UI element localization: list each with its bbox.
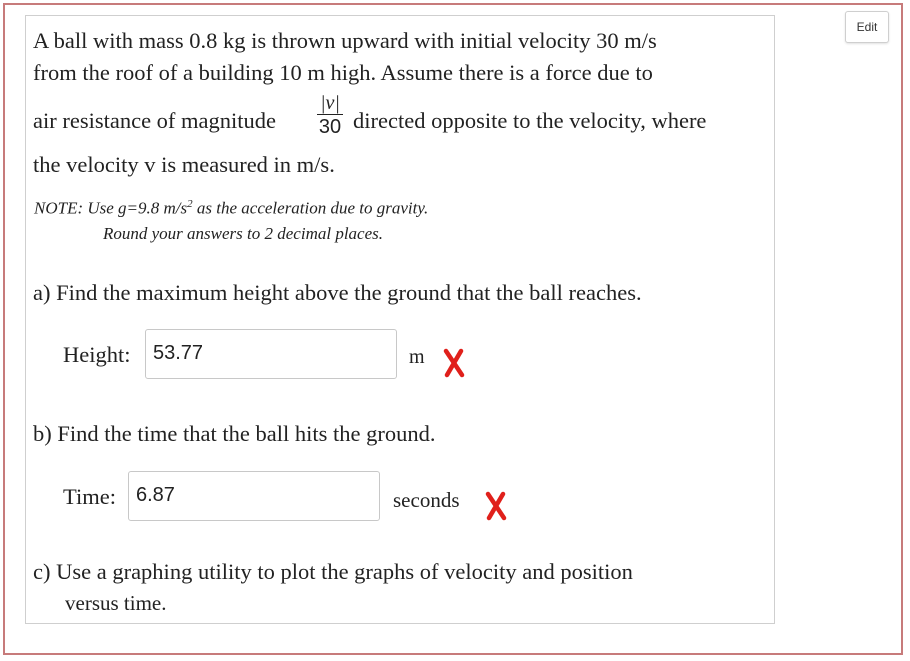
part-b-question: b) Find the time that the ball hits the ground. xyxy=(33,421,436,446)
fraction-numerator: |v| xyxy=(320,92,340,114)
height-unit: m xyxy=(409,346,425,368)
incorrect-x-icon xyxy=(442,348,466,378)
incorrect-x-icon xyxy=(484,491,508,521)
part-c-question-line-2: versus time. xyxy=(65,591,167,615)
question-card xyxy=(25,15,775,624)
note-line-2: Round your answers to 2 decimal places. xyxy=(103,224,383,243)
problem-line-3-start: air resistance of magnitude xyxy=(33,108,277,133)
note-line-1 xyxy=(34,198,428,219)
fraction-denominator: 30 xyxy=(318,116,342,138)
height-label: Height: xyxy=(63,342,131,367)
edit-button[interactable]: Edit xyxy=(845,11,889,43)
time-unit: seconds xyxy=(393,488,460,512)
part-c-question-line-1: c) Use a graphing utility to plot the graphs of velocity and position xyxy=(33,559,633,584)
problem-line-4: the velocity v is measured in m/s. xyxy=(33,152,335,177)
problem-line-2: from the roof of a building 10 m high. Assume there is a force due to xyxy=(33,60,653,85)
air-resistance-fraction xyxy=(316,92,344,139)
time-label: Time: xyxy=(63,484,116,509)
problem-line-3-end: directed opposite to the velocity, where xyxy=(353,108,707,133)
time-input[interactable]: 6.87 xyxy=(128,471,380,521)
note-exponent: 2 xyxy=(187,198,193,210)
height-input[interactable]: 53.77 xyxy=(145,329,397,379)
note-line-1-suffix: as the acceleration due to gravity. xyxy=(192,198,429,218)
note-line-1-prefix: NOTE: Use g=9.8 m/s xyxy=(34,198,188,218)
part-a-question: a) Find the maximum height above the ground that the ball reaches. xyxy=(33,280,642,305)
problem-line-1: A ball with mass 0.8 kg is thrown upward with initial velocity 30 m/s xyxy=(33,28,657,53)
